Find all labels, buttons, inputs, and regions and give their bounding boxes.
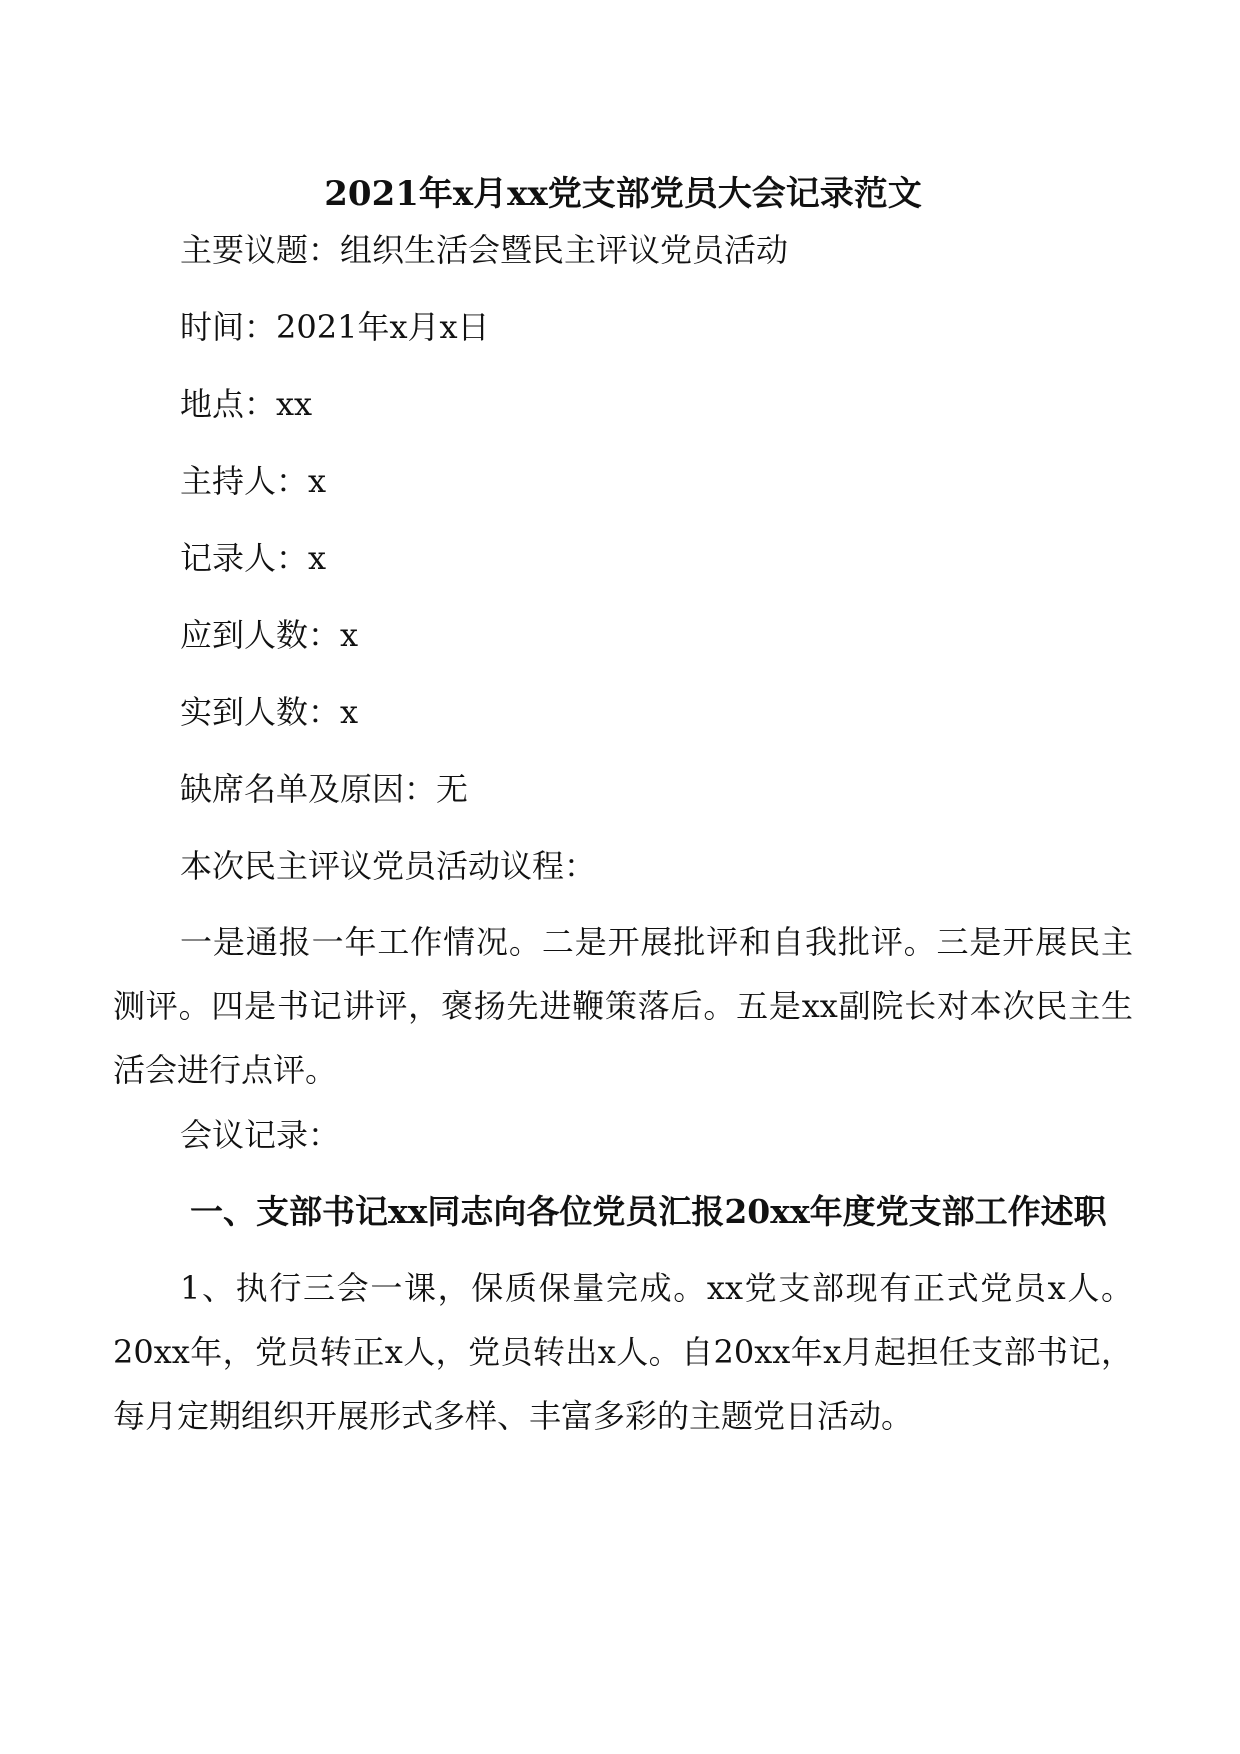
- meeting-location: 地点：xx: [180, 385, 313, 423]
- absentees: 缺席名单及原因：无: [180, 770, 469, 808]
- meeting-host: 主持人：x: [180, 462, 327, 500]
- minutes-heading: 会议记录：: [180, 1116, 341, 1154]
- expected-attendance: 应到人数：x: [180, 616, 359, 654]
- document-title: 2021年x月xx党支部党员大会记录范文: [324, 174, 922, 214]
- section-paragraph: 1、执行三会一课，保质保量完成。xx党支部现有正式党员x人。20xx年，党员转正x人，党员转出x人。自20xx年x月起担任支部书记，每月定期组织开展形式多样、丰富多彩的主题党日活动。: [113, 1269, 1133, 1435]
- meeting-topic: 主要议题：组织生活会暨民主评议党员活动: [180, 231, 789, 269]
- document-page: [113, 0, 1133, 1754]
- agenda-text: 一是通报一年工作情况。二是开展批评和自我批评。三是开展民主测评。四是书记讲评，褒扬先进鞭策落后。五是xx副院长对本次民主生活会进行点评。: [113, 923, 1133, 1089]
- meeting-recorder: 记录人：x: [180, 539, 327, 577]
- actual-attendance: 实到人数：x: [180, 693, 359, 731]
- section-heading: 一、支部书记xx同志向各位党员汇报20xx年度党支部工作述职: [190, 1192, 1107, 1231]
- agenda-heading: 本次民主评议党员活动议程：: [180, 847, 597, 885]
- meeting-time: 时间：2021年x月x日: [180, 308, 490, 346]
